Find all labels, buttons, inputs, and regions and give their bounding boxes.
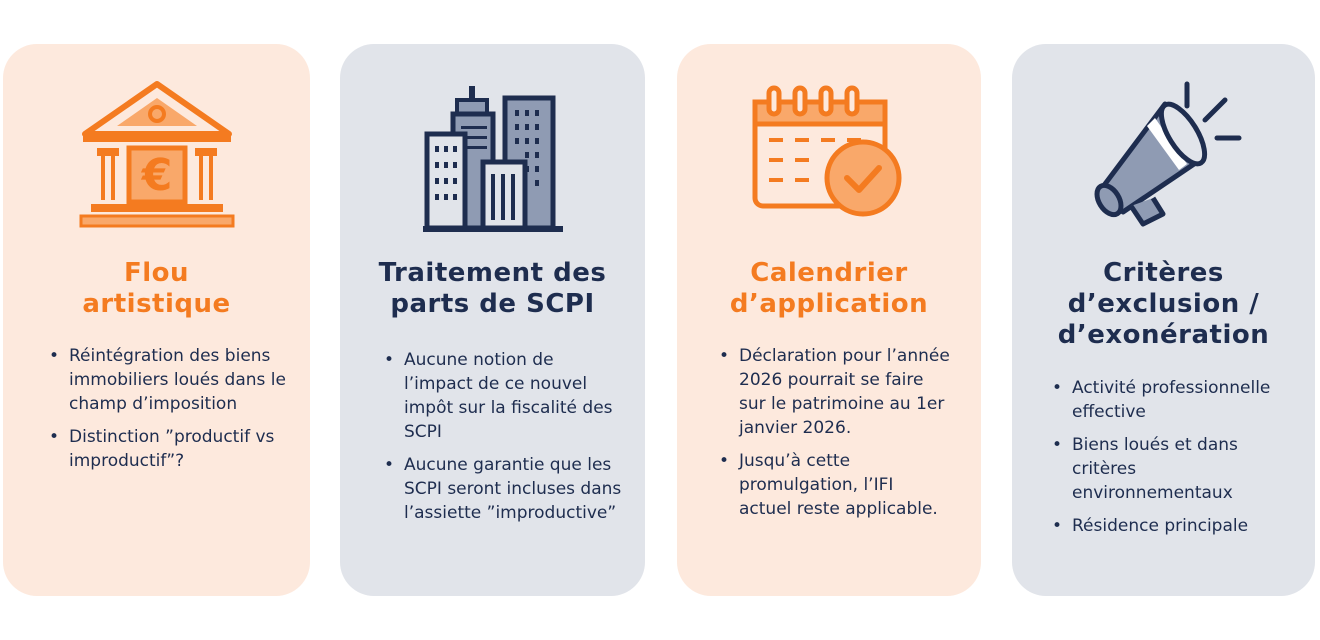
card-flou-artistique xyxy=(3,44,310,596)
svg-text:€: € xyxy=(141,150,172,201)
list-item: • Jusqu’à cette promulgation, l’IFI actuel reste applicable. xyxy=(717,449,951,521)
list-item: • Aucune notion de l’impact de ce nouvel impôt sur la fiscalité des SCPI xyxy=(382,348,625,444)
card-title: Calendrier d’application xyxy=(729,258,929,319)
list-item: • Activité professionnelle effective xyxy=(1050,376,1295,424)
list-item: • Distinction ”productif vs improductif”? xyxy=(47,425,290,473)
card-criteres xyxy=(1012,44,1315,596)
bullet-list xyxy=(1050,376,1295,547)
card-traitement-scpi xyxy=(340,44,645,596)
buildings-icon xyxy=(340,82,645,234)
list-item: • Aucune garantie que les SCPI seront incluses dans l’assiette ”improductive” xyxy=(382,453,625,525)
card-title: Traitement des parts de SCPI xyxy=(378,258,607,319)
list-item: • Résidence principale xyxy=(1050,514,1295,538)
list-item: • Déclaration pour l’année 2026 pourrait se faire sur le patrimoine au 1er janvier 2026. xyxy=(717,344,951,440)
calendar-check-icon xyxy=(677,82,981,218)
list-item: • Réintégration des biens immobiliers loués dans le champ d’imposition xyxy=(47,344,290,416)
card-title: Flou artistique xyxy=(82,258,231,319)
list-item: • Biens loués et dans critères environnementaux xyxy=(1050,433,1295,505)
megaphone-icon xyxy=(1012,74,1315,230)
bullet-list xyxy=(717,344,951,530)
bank-euro-icon xyxy=(3,76,310,228)
card-title: Critères d’exclusion / d’exonération xyxy=(1057,258,1270,350)
bullet-list xyxy=(47,344,290,482)
bullet-list xyxy=(382,348,625,534)
card-calendrier xyxy=(677,44,981,596)
